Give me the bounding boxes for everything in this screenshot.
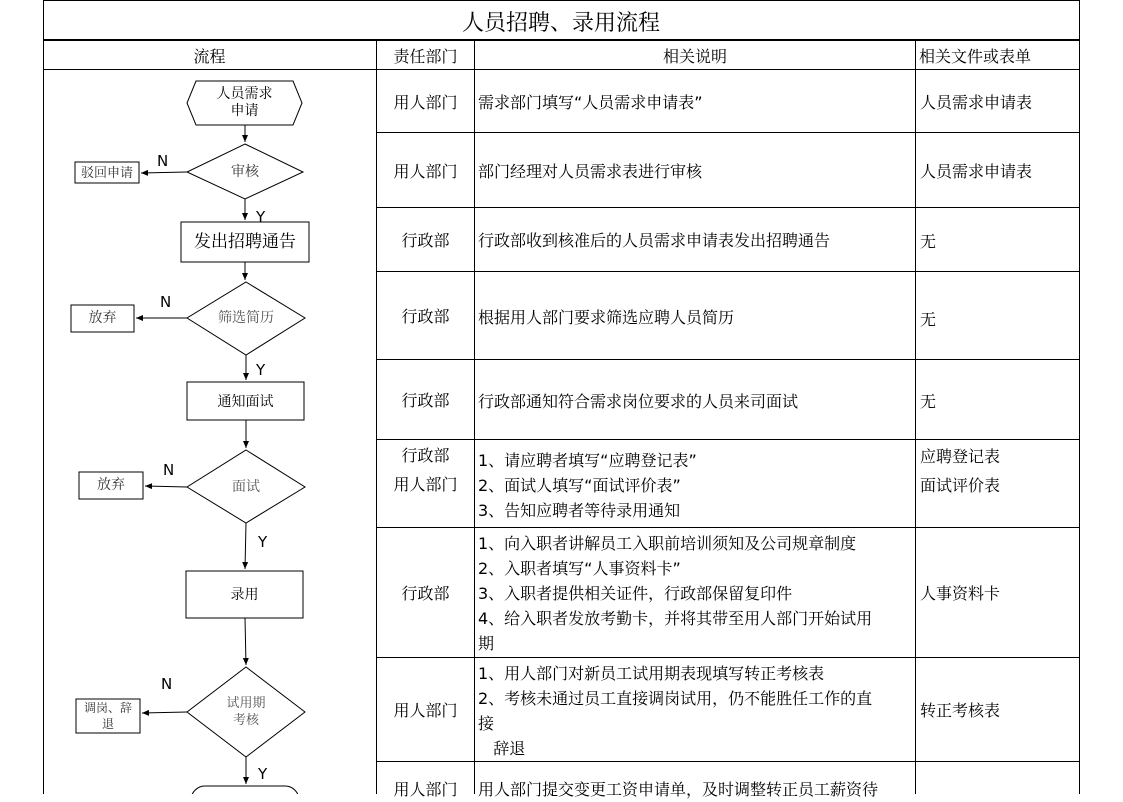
row4-desc: 根据用人部门要求筛选应聘人员简历 xyxy=(478,308,735,327)
header-flow: 流程 xyxy=(193,46,226,66)
row7-desc-2: 2、入职者填写“人事资料卡” xyxy=(478,559,681,578)
row5-desc: 行政部通知符合需求岗位要求的人员来司面试 xyxy=(478,392,799,411)
no-mark-review: N xyxy=(157,152,169,170)
row6-dept-1: 行政部 xyxy=(401,446,450,465)
probation-label: 试用期 考核 xyxy=(226,696,266,728)
reject-label: 驳回申请 xyxy=(80,166,133,181)
page-title: 人员招聘、录用流程 xyxy=(461,10,660,36)
row1-dept: 用人部门 xyxy=(393,92,458,112)
row7-desc-1: 1、向入职者讲解员工入职前培训须知及公司规章制度 xyxy=(478,534,857,553)
yes-mark-screen: Y xyxy=(256,361,266,379)
row7-desc-5: 期 xyxy=(478,634,495,653)
hire-label: 录用 xyxy=(230,587,259,603)
row1-desc: 需求部门填写“人员需求申请表” xyxy=(478,93,703,112)
notify-label: 通知面试 xyxy=(217,394,274,410)
row8-desc-3: 接 xyxy=(478,714,495,733)
row8-desc-2: 2、考核未通过员工直接调岗试用，仍不能胜任工作的直 xyxy=(478,689,873,708)
header-desc: 相关说明 xyxy=(662,46,727,66)
start-node: 人员需求 申请 xyxy=(216,86,273,119)
yes-mark-interview: Y xyxy=(258,533,268,551)
row5-dept: 行政部 xyxy=(401,391,450,410)
row8-doc: 转正考核表 xyxy=(920,701,1001,720)
row2-desc: 部门经理对人员需求表进行审核 xyxy=(478,162,703,181)
row6-desc-3: 3、告知应聘者等待录用通知 xyxy=(478,501,681,520)
header-docs: 相关文件或表单 xyxy=(919,46,1032,66)
row9-dept: 用人部门 xyxy=(393,780,458,799)
row3-doc: 无 xyxy=(920,232,937,251)
abandon2-label: 放弃 xyxy=(97,477,125,493)
row7-desc-3: 3、入职者提供相关证件，行政部保留复印件 xyxy=(478,584,793,603)
interview-label: 面试 xyxy=(232,479,260,495)
review-label: 审核 xyxy=(231,164,259,180)
row4-doc: 无 xyxy=(920,310,937,329)
row6-dept-2: 用人部门 xyxy=(393,475,458,494)
row6-doc-2: 面试评价表 xyxy=(920,476,1001,495)
header-dept: 责任部门 xyxy=(393,46,458,66)
notice-label: 发出招聘通告 xyxy=(194,232,296,252)
row2-doc: 人员需求申请表 xyxy=(920,162,1033,181)
row8-dept: 用人部门 xyxy=(393,701,458,720)
no-mark-probation: N xyxy=(161,675,173,693)
transfer-label: 调岗、辞 退 xyxy=(83,701,132,731)
row6-desc-1: 1、请应聘者填写“应聘登记表” xyxy=(478,451,697,470)
row7-doc: 人事资料卡 xyxy=(920,584,1001,603)
screen-label: 筛选简历 xyxy=(218,310,274,326)
row2-dept: 用人部门 xyxy=(393,161,458,181)
no-mark-screen: N xyxy=(160,293,172,311)
row9-desc: 用人部门提交变更工资申请单，及时调整转正员工薪资待 xyxy=(478,780,879,799)
row7-dept: 行政部 xyxy=(401,584,450,603)
row6-doc-1: 应聘登记表 xyxy=(920,447,1001,466)
row3-desc: 行政部收到核准后的人员需求申请表发出招聘通告 xyxy=(478,231,831,250)
row8-desc-4: 辞退 xyxy=(478,739,526,758)
row7-desc-4: 4、给入职者发放考勤卡，并将其带至用人部门开始试用 xyxy=(478,609,873,628)
row5-doc: 无 xyxy=(920,392,937,411)
row4-dept: 行政部 xyxy=(401,307,450,326)
abandon1-label: 放弃 xyxy=(88,310,117,326)
row8-desc-1: 1、用人部门对新员工试用期表现填写转正考核表 xyxy=(478,664,825,683)
yes-mark-probation: Y xyxy=(258,765,268,783)
no-mark-interview: N xyxy=(163,461,175,479)
row1-doc: 人员需求申请表 xyxy=(920,93,1033,112)
row3-dept: 行政部 xyxy=(401,231,450,250)
row6-desc-2: 2、面试人填写“面试评价表” xyxy=(478,476,681,495)
next-node-partial xyxy=(191,786,299,794)
yes-mark-review: Y xyxy=(256,208,266,226)
